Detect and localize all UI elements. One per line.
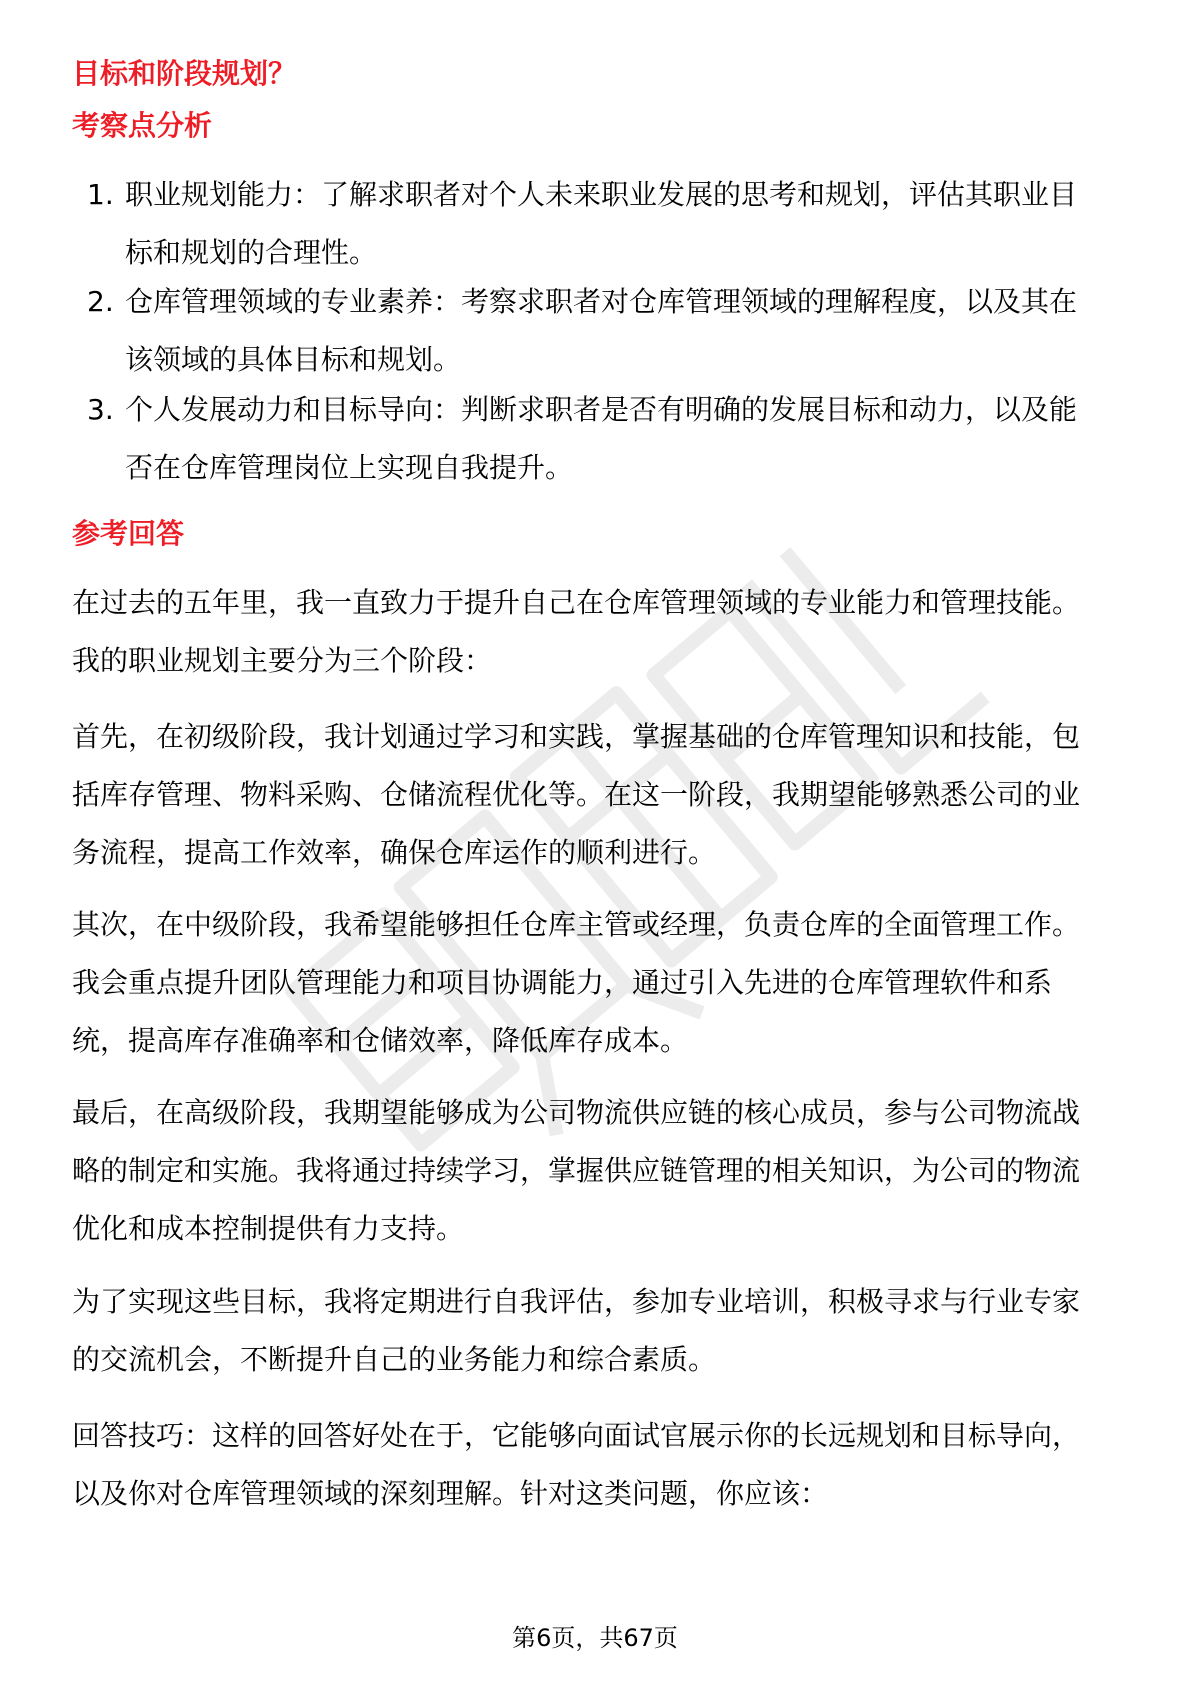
paragraph — [72, 574, 1122, 690]
list-line: 职业规划能力：了解求职者对个人未来职业发展的思考和规划，评估其职业目 — [125, 178, 1078, 211]
paragraph-line: 优化和成本控制提供有力支持。 — [72, 1212, 465, 1245]
paragraph-line: 以及你对仓库管理领域的深刻理解。针对这类问题，你应该： — [72, 1477, 829, 1510]
list-number: 2. — [87, 285, 114, 318]
paragraph — [72, 896, 1122, 1070]
paragraph-line: 最后，在高级阶段，我期望能够成为公司物流供应链的核心成员，参与公司物流战 — [72, 1096, 1081, 1129]
paragraph-line: 我的职业规划主要分为三个阶段： — [72, 644, 493, 677]
list-item — [72, 273, 1132, 389]
paragraph-line: 略的制定和实施。我将通过持续学习，掌握供应链管理的相关知识，为公司的物流 — [72, 1154, 1081, 1187]
paragraph-line: 为了实现这些目标，我将定期进行自我评估，参加专业培训，积极寻求与行业专家 — [72, 1285, 1081, 1318]
list-item-text — [125, 166, 1130, 282]
paragraph-line: 务流程，提高工作效率，确保仓库运作的顺利进行。 — [72, 836, 717, 869]
list-item — [72, 166, 1132, 282]
paragraph-line: 统，提高库存准确率和仓储效率，降低库存成本。 — [72, 1024, 689, 1057]
paragraph — [72, 1407, 1122, 1523]
section-heading-answer: 参考回答 — [72, 517, 185, 550]
list-number: 3. — [87, 393, 114, 426]
paragraph-line: 括库存管理、物料采购、仓储流程优化等。在这一阶段，我期望能够熟悉公司的业 — [72, 778, 1081, 811]
paragraph — [72, 1273, 1122, 1389]
list-line: 仓库管理领域的专业素养：考察求职者对仓库管理领域的理解程度，以及其在 — [125, 285, 1078, 318]
list-line: 否在仓库管理岗位上实现自我提升。 — [125, 451, 574, 484]
list-item — [72, 381, 1132, 497]
paragraph-line: 其次，在中级阶段，我希望能够担任仓库主管或经理，负责仓库的全面管理工作。 — [72, 908, 1081, 941]
paragraph — [72, 1084, 1122, 1258]
list-line: 个人发展动力和目标导向：判断求职者是否有明确的发展目标和动力，以及能 — [125, 393, 1078, 426]
paragraph — [72, 708, 1122, 882]
paragraph-line: 的交流机会，不断提升自己的业务能力和综合素质。 — [72, 1343, 717, 1376]
paragraph-line: 在过去的五年里，我一直致力于提升自己在仓库管理领域的专业能力和管理技能。 — [72, 586, 1081, 619]
paragraph-line: 首先，在初级阶段，我计划通过学习和实践，掌握基础的仓库管理知识和技能，包 — [72, 720, 1081, 753]
list-number: 1. — [87, 178, 114, 211]
page-number: 第6页，共67页 — [512, 1624, 678, 1652]
section-title-goal: 目标和阶段规划？ — [72, 57, 297, 90]
paragraph-line: 回答技巧：这样的回答好处在于，它能够向面试官展示你的长远规划和目标导向， — [72, 1419, 1081, 1452]
list-line: 该领域的具体目标和规划。 — [125, 343, 462, 376]
list-line: 标和规划的合理性。 — [125, 236, 378, 269]
list-item-text — [125, 273, 1130, 389]
paragraph-line: 我会重点提升团队管理能力和项目协调能力，通过引入先进的仓库管理软件和系 — [72, 966, 1053, 999]
section-heading-analysis: 考察点分析 — [72, 109, 213, 142]
list-item-text — [125, 381, 1130, 497]
